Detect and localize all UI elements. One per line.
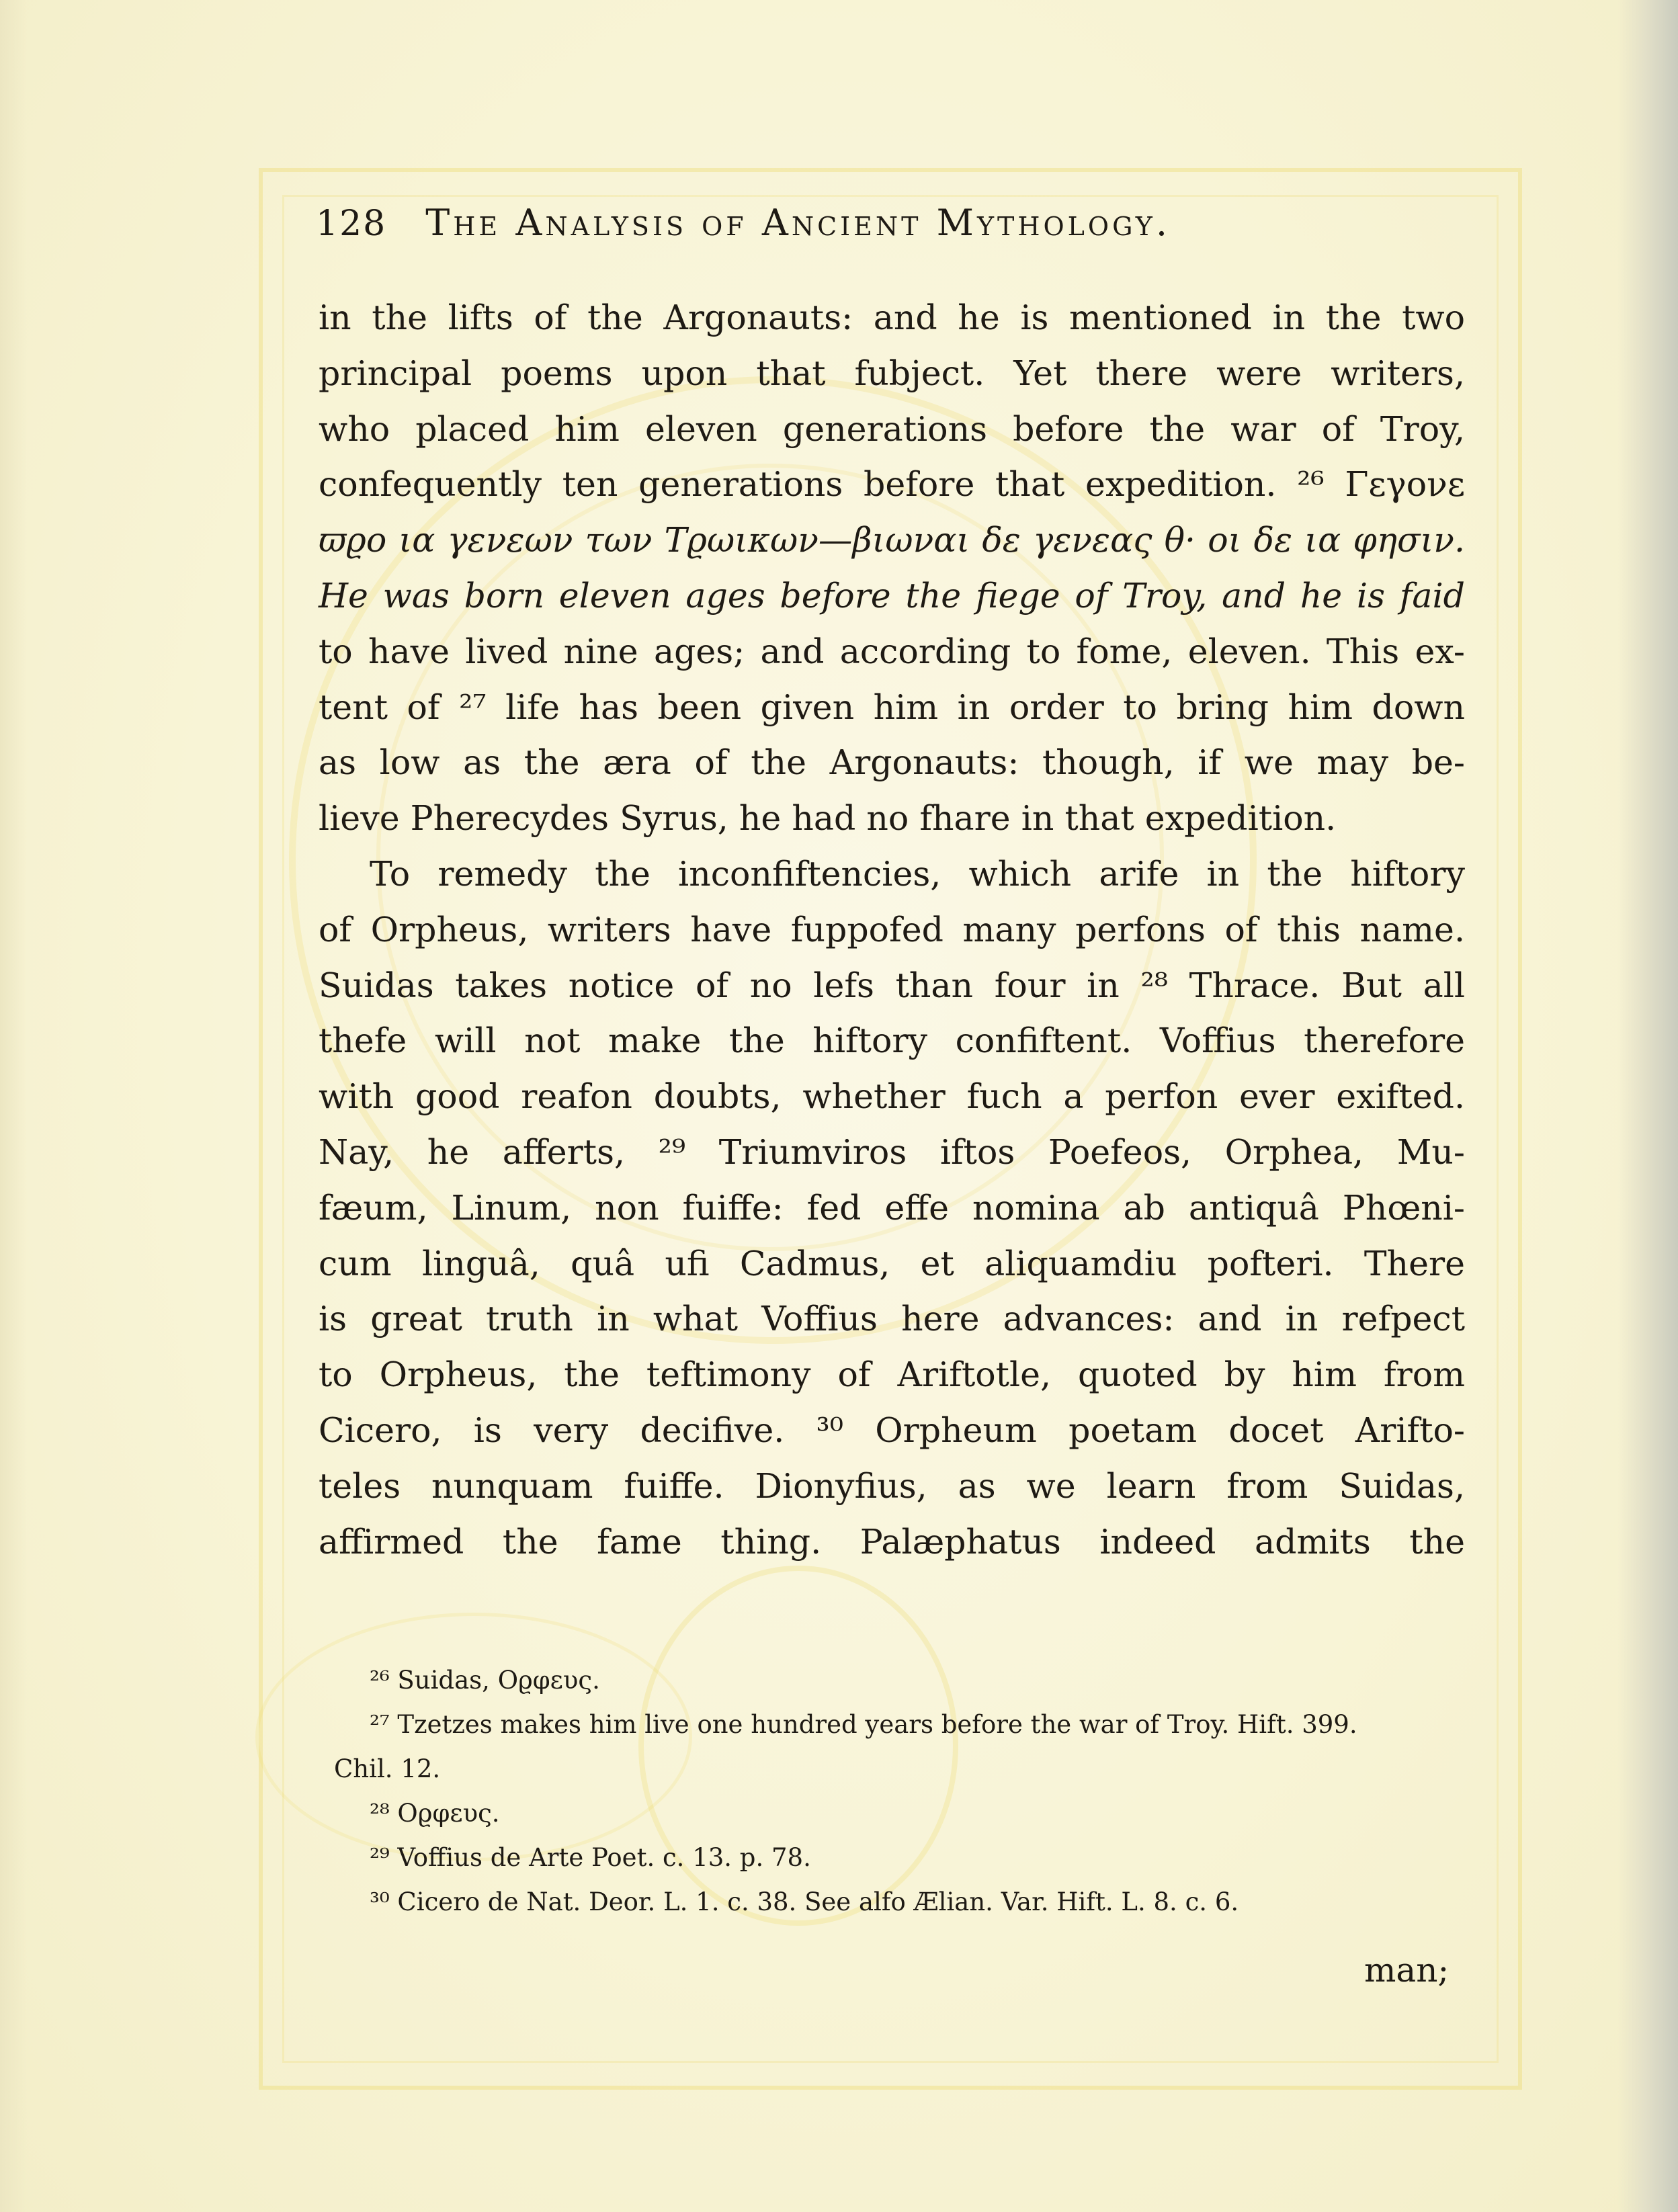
- text-line: confequently ten generations before that expedition. ²⁶ Γεγονε: [319, 464, 1465, 505]
- text-line: teles nunquam fuiffe. Dionyfius, as we learn from Suidas,: [319, 1465, 1465, 1506]
- footnotes: [334, 1658, 1463, 1924]
- text-line: cum linguâ, quâ ufi Cadmus, et aliquamdiu pofteri. There: [319, 1243, 1465, 1283]
- text-line: lieve Pherecydes Syrus, he had no fhare in that expedition.: [319, 798, 1337, 839]
- text-line: to have lived nine ages; and according to fome, eleven. This ex-: [319, 631, 1465, 671]
- text-line: thefe will not make the hiftory confiftent. Voffius therefore: [319, 1021, 1465, 1061]
- text-line: affirmed the fame thing. Palæphatus indeed admits the: [319, 1521, 1465, 1562]
- text-line-paragraph-start: To remedy the inconfiftencies, which arife in the hiftory: [370, 853, 1465, 894]
- text-line-italic: He was born eleven ages before the fiege of Troy, and he is faid: [319, 575, 1465, 615]
- text-line: is great truth in what Voffius here advances: and in refpect: [319, 1299, 1465, 1339]
- footnote-29: ²⁹ Voffius de Arte Poet. c. 13. p. 78.: [370, 1843, 811, 1872]
- text-line: who placed him eleven generations before the war of Troy,: [319, 409, 1465, 449]
- text-line: Nay, he afferts, ²⁹ Triumviros iftos Poefeos, Orphea, Mu-: [319, 1132, 1465, 1172]
- running-title: The Analysis of Ancient Mythology.: [425, 202, 1171, 244]
- text-line: in the lifts of the Argonauts: and he is mentioned in the two: [319, 298, 1465, 337]
- text-line: with good reafon doubts, whether fuch a perfon ever exifted.: [319, 1076, 1465, 1117]
- text-line: to Orpheus, the teftimony of Ariftotle, quoted by him from: [319, 1355, 1465, 1395]
- text-line: principal poems upon that fubject. Yet there were writers,: [319, 353, 1465, 393]
- text-line: Cicero, is very decifive. ³⁰ Orpheum poetam docet Arifto-: [319, 1410, 1465, 1450]
- footnote-30: ³⁰ Cicero de Nat. Deor. L. 1. c. 38. See alfo Ælian. Var. Hift. L. 8. c. 6.: [370, 1887, 1239, 1916]
- text-line: as low as the æra of the Argonauts: though, if we may be-: [319, 742, 1465, 783]
- footnote-27: ²⁷ Tzetzes makes him live one hundred years before the war of Troy. Hift. 399.: [370, 1710, 1357, 1739]
- footnote-28: ²⁸ Οϱφευς.: [370, 1799, 500, 1828]
- catchword: man;: [1364, 1951, 1450, 1990]
- page-left-edge: [0, 0, 27, 2212]
- text-line: of Orpheus, writers have fuppofed many perfons of this name.: [319, 909, 1465, 949]
- footnote-27-continued: Chil. 12.: [334, 1754, 441, 1783]
- text-line-greek: ϖϱο ια γενεων των Τϱωικων—βιωναι δε γενεας θ· οι δε ια φησιν.: [319, 520, 1465, 560]
- page-right-edge: [1618, 0, 1678, 2212]
- page-number: 128: [316, 204, 387, 244]
- text-line: fæum, Linum, non fuiffe: fed effe nomina ab antiquâ Phœni-: [319, 1187, 1465, 1228]
- text-line: Suidas takes notice of no lefs than four in ²⁸ Thrace. But all: [319, 965, 1465, 1005]
- text-line: tent of ²⁷ life has been given him in order to bring him down: [319, 687, 1465, 727]
- page-header: [316, 202, 1257, 262]
- body-text: [319, 290, 1465, 1570]
- footnote-26: ²⁶ Suidas, Οϱφευς.: [370, 1666, 600, 1695]
